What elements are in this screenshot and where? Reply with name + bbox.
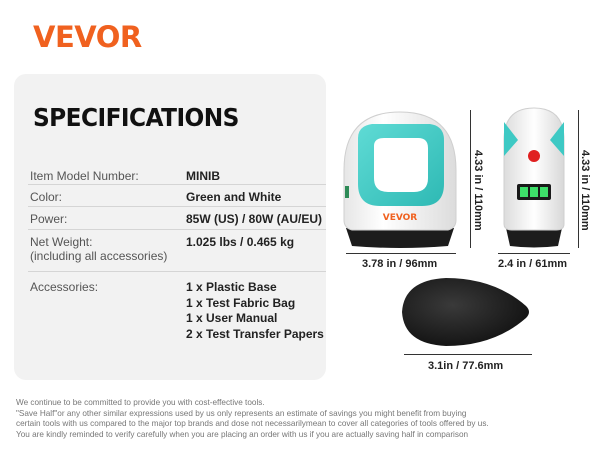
- accessory-item: 2 x Test Transfer Papers: [186, 326, 324, 341]
- specifications-card: [14, 74, 326, 380]
- spec-value-weight: 1.025 lbs / 0.465 kg: [186, 235, 295, 249]
- spec-label-weight-line2: (including all accessories): [30, 249, 168, 263]
- heat-press-side-image: [496, 100, 572, 250]
- accessories-list: [186, 280, 324, 342]
- side-width-label: 2.4 in / 61mm: [498, 258, 568, 270]
- front-height-line: [470, 110, 471, 248]
- front-height-label: 4.33 in / 110mm: [472, 150, 484, 231]
- side-width-line: [498, 253, 570, 254]
- spec-value-model: MINIB: [186, 169, 220, 183]
- specifications-title: SPECIFICATIONS: [33, 103, 239, 132]
- footer-line: We continue to be committed to provide you with cost-effective tools.: [16, 398, 265, 407]
- spec-label-weight-line1: Net Weight:: [30, 235, 93, 249]
- divider: [28, 184, 326, 185]
- side-height-label: 4.33 in / 110mm: [579, 150, 591, 231]
- front-vevor-logo: VEVOR: [382, 213, 418, 223]
- disclaimer-footer: [16, 398, 591, 440]
- accessory-item: 1 x Test Fabric Bag: [186, 295, 296, 310]
- plastic-base-image: [398, 272, 533, 352]
- spec-label-power: Power:: [30, 212, 68, 226]
- footer-line: "Save Half"or any other similar expressions used by us only represents an estimate of savings you might benefit from buying: [16, 408, 467, 418]
- spec-value-color: Green and White: [186, 190, 282, 204]
- base-width-line: [404, 354, 532, 355]
- accessory-item: 1 x Plastic Base: [186, 280, 277, 294]
- divider: [28, 229, 326, 230]
- footer-line: You are kindly reminded to verify carefully when you are placing an order with us if you are actually saving half in comparison: [16, 429, 469, 439]
- spec-value-power: 85W (US) / 80W (AU/EU): [186, 212, 323, 226]
- vevor-logo: VEVOR: [33, 20, 142, 54]
- front-width-label: 3.78 in / 96mm: [362, 258, 438, 270]
- base-width-label: 3.1in / 77.6mm: [428, 360, 504, 372]
- footer-line: certain tools with us compared to the major top brands and dose not necessarilymean to cover all categories of tools offered by us.: [16, 419, 489, 428]
- spec-label-accessories: Accessories:: [30, 280, 99, 294]
- spec-label-color: Color:: [30, 190, 63, 204]
- accessory-item: 1 x User Manual: [186, 311, 278, 325]
- divider: [28, 206, 326, 207]
- spec-label-weight: [30, 235, 167, 263]
- heat-press-front-image: [336, 100, 464, 250]
- divider: [28, 271, 326, 272]
- power-icon: [528, 150, 540, 162]
- side-height-line: [578, 110, 579, 248]
- spec-label-model: Item Model Number:: [30, 169, 139, 183]
- front-width-line: [346, 253, 456, 254]
